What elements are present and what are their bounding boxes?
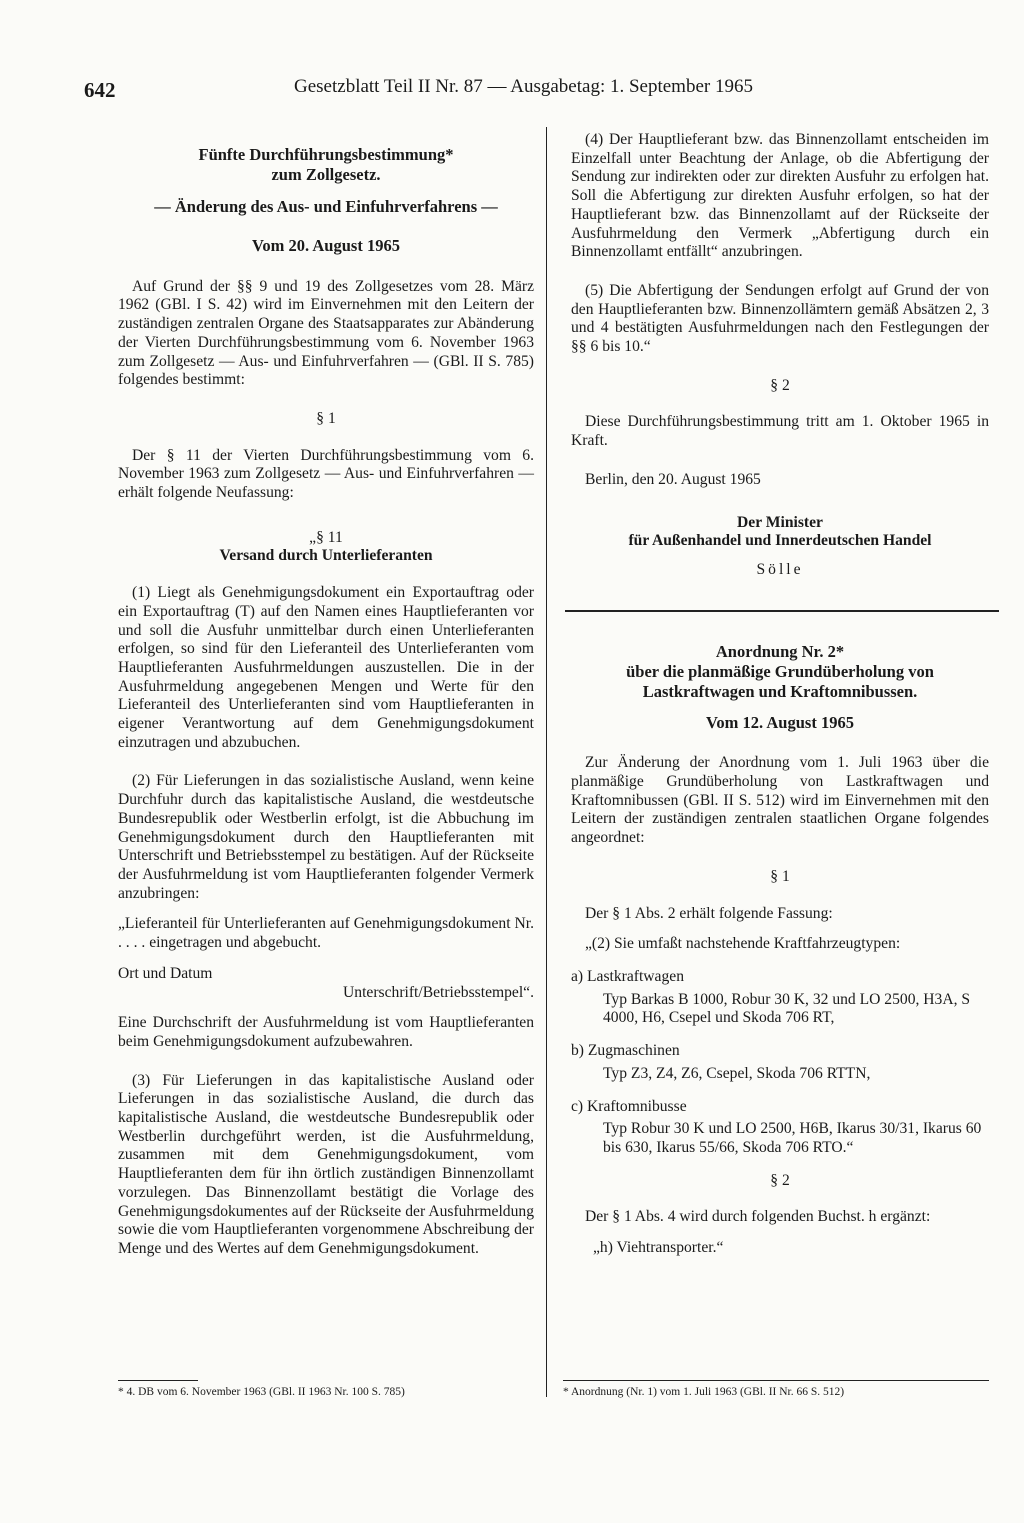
section-heading: § 2	[770, 1171, 790, 1189]
footnote-text: * 4. DB vom 6. November 1963 (GBl. II 1963 Nr. 100 S. 785)	[118, 1386, 405, 1398]
paragraph-2: (2) Für Lieferungen in das sozialistische Ausland, wenn keine Durchfuhr durch das kapitalistische Ausland, die westdeutsche Bundesrepublik oder Westberlin erfolgt, ist die Abbuchung im Genehmigungsdokument durch den Hauptlieferanten mit Unterschrift und Betriebsstempel zu bestätigen. Auf der Rückseite der Ausfuhrmeldung ist vom Hauptlieferanten folgender Vermerk anzubringen:	[118, 772, 534, 902]
minister-title	[571, 514, 989, 551]
regulation-date: Vom 20. August 1965	[252, 236, 400, 255]
title-line: Anordnung Nr. 2*	[715, 641, 845, 661]
preamble: Auf Grund der §§ 9 und 19 des Zollgesetzes vom 28. März 1962 (GBl. I S. 42) wird im Einvernehmen mit den Leitern der zuständigen zentralen Organe des Staatsapparates zur Abänderung der Vierten Durchführungsbestimmung vom 6. November 1963 zum Zollgesetz — Aus- und Einfuhrverfahren — (GBl. II S. 785) folgendes bestimmt:	[118, 277, 534, 389]
footnote-left	[118, 1380, 534, 1399]
place-date: Berlin, den 20. August 1965	[585, 470, 761, 488]
left-column	[118, 145, 534, 1279]
vehicle-type-list	[571, 968, 989, 1158]
page-header	[84, 76, 794, 106]
order-preamble: Zur Änderung der Anordnung vom 1. Juli 1963 über die planmäßige Grundüberholung von Lastkraftwagen und Kraftomnibussen (GBl. II S. 512) wird im Einvernehmen mit den Leitern der zuständigen zentralen staatlichen Organe folgendes angeordnet:	[571, 754, 989, 847]
footnote-text: * Anordnung (Nr. 1) vom 1. Juli 1963 (GBl. II Nr. 66 S. 512)	[563, 1386, 845, 1398]
list-item-body: Typ Barkas B 1000, Robur 30 K, 32 und LO 2500, H3A, S 4000, H6, Csepel und Skoda 706 RT,	[603, 990, 971, 1027]
quoted-remark: „Lieferanteil für Unterlieferanten auf Genehmigungsdokument Nr. . . . . eingetragen und abgebucht.	[118, 915, 534, 952]
quoted-clause: „h) Viehtransporter.“	[593, 1239, 724, 1257]
title-line: Lastkraftwagen und Kraftomnibussen.	[642, 681, 918, 701]
title-line: Fünfte Durchführungsbestimmung*	[198, 145, 454, 164]
list-item	[571, 1098, 989, 1158]
list-item-label: a) Lastkraftwagen	[571, 967, 684, 985]
regulation-subtitle: — Änderung des Aus- und Einfuhrverfahrens —	[154, 197, 498, 216]
order-date: Vom 12. August 1965	[706, 712, 854, 732]
list-item	[571, 968, 989, 1028]
regulation-title	[118, 145, 534, 185]
paragraph-1: (1) Liegt als Genehmigungsdokument ein Exportauftrag oder ein Exportauftrag (T) auf den Namen eines Hauptlieferanten vor und soll die Ausfuhr unmittelbar durch einen Unterlieferanten erfolgen, so sind für den Lieferanteil des Unterlieferanten vom Hauptlieferanten Ausfuhrmeldungen auszustellen. Die in der Ausfuhrmeldung angegebenen Mengen und Werte für den Lieferanteil des Unterlieferanten sind vom Hauptlieferanten in eigener Verantwortung auf dem Genehmigungsdokument einzutragen und abzubuchen.	[118, 584, 534, 751]
section-heading: „§ 11	[309, 528, 343, 546]
copy-note: Eine Durchschrift der Ausfuhrmeldung ist vom Hauptlieferanten beim Genehmigungsdokument aufzubewahren.	[118, 1014, 534, 1050]
section-heading: § 1	[770, 867, 790, 885]
minister-line: für Außenhandel und Innerdeutschen Handel	[628, 532, 932, 550]
list-item-label: c) Kraftomnibusse	[571, 1097, 687, 1115]
section-title: Versand durch Unterlieferanten	[219, 547, 433, 565]
title-line: zum Zollgesetz.	[271, 165, 381, 184]
paragraph-4: (4) Der Hauptlieferant bzw. das Binnenzollamt entscheiden im Einzelfall unter Beachtung der Anlage, ob die Abfertigung der Sendung zur indirekten oder zur direkten Ausfuhr zu erfolgen hat. Soll die Abfertigung zur direkten Ausfuhr erfolgen, so hat der Hauptlieferant bzw. das Binnenzollamt auf der Rückseite der Ausfuhrmeldung den Vermerk „Abfertigung durch ein Binnenzollamt entfällt“ anzubringen.	[571, 131, 989, 261]
section-heading: § 1	[316, 409, 336, 427]
signature-label: Unterschrift/Betriebsstempel“.	[343, 983, 534, 1001]
section-text: Diese Durchführungsbestimmung tritt am 1. Oktober 1965 in Kraft.	[571, 413, 989, 450]
list-item	[571, 1042, 989, 1083]
running-title: Gesetzblatt Teil II Nr. 87 — Ausgabetag: 1. September 1965	[294, 76, 753, 97]
section-text: Der § 11 der Vierten Durchführungsbestimmung vom 6. November 1963 zum Zollgesetz — Aus- und Einfuhrverfahren — erhält folgende Neufassung:	[118, 446, 534, 502]
column-divider	[546, 127, 547, 1397]
quoted-clause: „(2) Sie umfaßt nachstehende Kraftfahrzeugtypen:	[585, 935, 901, 953]
footnote-right	[563, 1380, 989, 1399]
paragraph-5: (5) Die Abfertigung der Sendungen erfolgt auf Grund der von den Hauptlieferanten bzw. Binnenzollämtern gemäß Absätzen 2, 3 und 4 bestätigten Ausfuhrmeldungen nach den Festlegungen der §§ 6 bis 10.“	[571, 281, 989, 356]
paragraph-3: (3) Für Lieferungen in das kapitalistische Ausland oder Lieferungen in das sozialistische Ausland, die durch das kapitalistische Ausland, die westdeutsche Bundesrepublik oder Westberlin durchgeführt werden, ist die Ausfuhrmeldung, zusammen mit dem Genehmigungsdokument, vom Hauptlieferanten dem für ihn örtlich zuständigen Binnenzollamt vorzulegen. Das Binnenzollamt bestätigt die Vorlage des Genehmigungsdokumentes auf der Rückseite der Ausfuhrmeldung sowie die vom Hauptlieferanten vorgenommene Abschreibung der Menge und des Wertes auf dem Genehmigungsdokument.	[118, 1071, 534, 1257]
order-title	[571, 642, 989, 702]
section-text: Der § 1 Abs. 2 erhält folgende Fassung:	[585, 904, 833, 922]
section-text: Der § 1 Abs. 4 wird durch folgenden Buchst. h ergänzt:	[585, 1208, 931, 1226]
section-heading: § 2	[770, 376, 790, 394]
minister-line: Der Minister	[737, 513, 823, 531]
title-line: über die planmäßige Grundüberholung von	[626, 661, 934, 681]
section-rule	[565, 610, 999, 612]
list-item-label: b) Zugmaschinen	[571, 1042, 680, 1060]
minister-name: Sölle	[756, 560, 804, 578]
list-item-body: Typ Z3, Z4, Z6, Csepel, Skoda 706 RTTN,	[603, 1064, 871, 1082]
right-column	[571, 131, 989, 1258]
place-date-label: Ort und Datum	[118, 964, 213, 982]
footnote-rule	[118, 1380, 198, 1381]
page-number: 642	[84, 78, 116, 102]
footnote-rule	[563, 1380, 989, 1381]
list-item-body: Typ Robur 30 K und LO 2500, H6B, Ikarus 30/31, Ikarus 60 bis 630, Ikarus 55/66, Skoda 706 RTO.“	[603, 1120, 982, 1156]
